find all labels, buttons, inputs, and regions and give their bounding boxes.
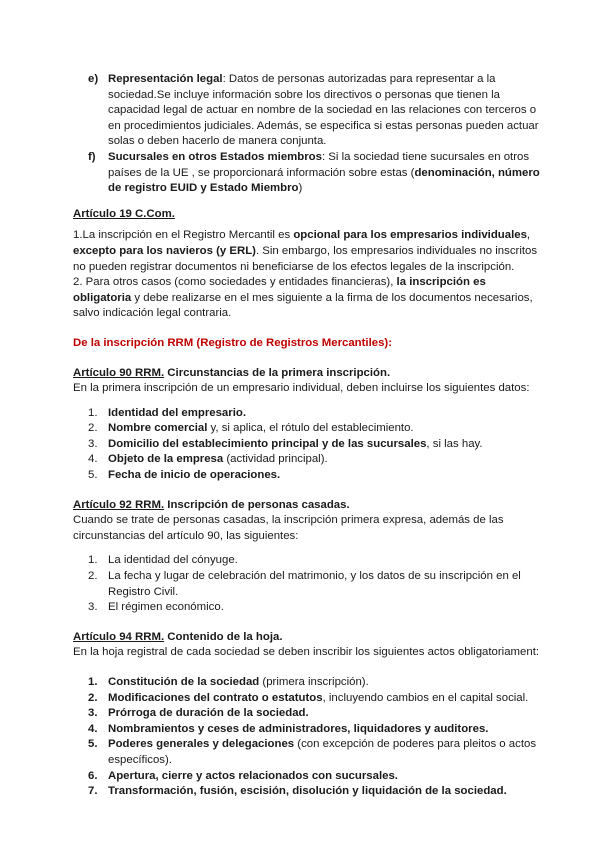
numbered-list <box>73 553 543 615</box>
list-item <box>73 737 543 768</box>
section-heading <box>73 207 543 223</box>
text-run: 1.La inscripción en el Registro Mercantil es <box>73 229 294 242</box>
section-art94 <box>73 630 543 800</box>
list-item <box>73 600 543 616</box>
text-run: la inscripción es obligatoria <box>73 276 486 304</box>
text-run: Artículo 19 C.Com. <box>73 207 175 220</box>
text-run: En la primera inscripción de un empresario individual, deben incluirse los siguientes datos: <box>73 382 530 395</box>
text-run: El régimen económico. <box>108 601 224 614</box>
text-run: y, si aplica, el rótulo del establecimiento. <box>207 422 414 435</box>
list-item <box>73 72 543 150</box>
list-marker: 3. <box>88 437 98 450</box>
list-marker: 4. <box>88 722 98 735</box>
text-run: Fecha de inicio de operaciones. <box>108 469 281 482</box>
list-item <box>73 468 543 484</box>
list-item <box>73 421 543 437</box>
list-item <box>73 553 543 569</box>
text-run: : Si la sociedad tiene sucursales en otros países de la UE , se proporcionará información sobre estas ( <box>108 150 530 179</box>
list-item <box>73 406 543 422</box>
text-run: Transformación, fusión, escisión, disolución y liquidación de la sociedad. <box>108 785 507 798</box>
list-marker: 1. <box>88 676 98 688</box>
text-run: : Datos de personas autorizadas para representar a la sociedad.Se incluye información sobre los directivos o personas que tienen la capacidad legal de actuar en nombre de la sociedad en las relaciones con terceros o en procedimientos judiciales. Además, se especifica si estas personas pueden actuar solas o deben hacerlo de manera conjunta. <box>108 73 539 148</box>
section-heading <box>73 630 543 646</box>
text-run: , si las hay. <box>426 437 483 450</box>
text-run: Poderes generales y delegaciones <box>108 738 295 751</box>
text-run: Domicilio del establecimiento principal y de las sucursales <box>108 437 427 450</box>
text-run: (con excepción de poderes para pleitos o actos específicos). <box>108 738 537 766</box>
section-heading <box>73 336 543 352</box>
list-marker: 6. <box>88 769 98 782</box>
text-run: Prórroga de duración de la sociedad. <box>108 707 309 720</box>
list-marker: 1. <box>88 554 98 567</box>
text-run: (actividad principal). <box>223 453 328 466</box>
text-run: , <box>526 229 531 242</box>
text-run: opcional para los empresarios individuales <box>293 229 527 242</box>
list-marker: 3. <box>88 601 98 614</box>
text-run: Inscripción de personas casadas. <box>164 498 350 511</box>
text-run: La fecha y lugar de celebración del matrimonio, y los datos de su inscripción en el Registro Civil. <box>108 570 521 598</box>
list-item <box>73 769 543 785</box>
text-run: (primera inscripción). <box>259 676 369 688</box>
text-run: Contenido de la hoja. <box>164 630 283 643</box>
text-run: denominación, número de registro EUID y Estado Miembro <box>108 166 540 195</box>
list-item <box>73 675 543 691</box>
text-run: y debe realizarse en el mes siguiente a la firma de los documentos necesarios, salvo indicación legal contraria. <box>73 291 533 320</box>
section-ef <box>73 72 543 197</box>
paragraph <box>73 275 543 322</box>
paragraph <box>73 645 543 661</box>
list-item <box>73 569 543 600</box>
text-run: 2. Para otros casos (como sociedades y entidades financieras), <box>73 276 397 289</box>
text-run: Nombre comercial <box>108 422 208 435</box>
section-heading <box>73 498 543 514</box>
text-run: Artículo 94 RRM. <box>73 630 165 643</box>
list-marker: 2. <box>88 691 98 704</box>
text-run: . Sin embargo, los empresarios individuales no inscritos no pueden registrar documentos ni beneficiarse de los efectos legales de la inscripción. <box>73 244 538 273</box>
text-run: Constitución de la sociedad <box>108 676 260 688</box>
list-item <box>73 706 543 722</box>
section-art90 <box>73 366 543 484</box>
text-run: Apertura, cierre y actos relacionados con sucursales. <box>108 769 398 782</box>
text-run: excepto para los navieros (y ERL) <box>73 244 256 257</box>
list-marker: f) <box>88 150 96 163</box>
list-item <box>73 452 543 468</box>
text-run: Sucursales en otros Estados miembros <box>108 150 322 163</box>
text-run: Nombramientos y ceses de administradores, liquidadores y auditores. <box>108 722 489 735</box>
list-item <box>73 784 543 800</box>
list-marker: e) <box>88 73 99 85</box>
paragraph <box>73 381 543 397</box>
list-marker: 7. <box>88 785 98 798</box>
list-item <box>73 722 543 738</box>
list-marker: 3. <box>88 707 98 720</box>
list-marker: 5. <box>88 469 98 482</box>
section-heading <box>73 366 543 382</box>
paragraph <box>73 228 543 275</box>
text-run: De la inscripción RRM (Registro de Registros Mercantiles): <box>73 336 393 349</box>
text-run: Objeto de la empresa <box>108 453 224 466</box>
list-marker: 1. <box>88 406 98 419</box>
numbered-list <box>73 406 543 484</box>
section-art92 <box>73 498 543 616</box>
text-run: Modificaciones del contrato o estatutos <box>108 691 323 704</box>
text-run: Cuando se trate de personas casadas, la inscripción primera expresa, además de las circunstancias del artículo 90, las siguientes: <box>73 514 504 542</box>
text-run: ) <box>298 182 303 195</box>
text-run: La identidad del cónyuge. <box>108 554 238 567</box>
text-run: , incluyendo cambios en el capital social. <box>322 691 529 704</box>
list-item <box>73 437 543 453</box>
text-run: Artículo 90 RRM. <box>73 366 165 379</box>
list-marker: 5. <box>88 738 98 751</box>
list-marker: 4. <box>88 453 98 466</box>
text-run: En la hoja registral de cada sociedad se deben inscribir los siguientes actos obligatoriament: <box>73 646 540 659</box>
numbered-list <box>73 675 543 800</box>
list-marker: 2. <box>88 570 98 583</box>
section-art19 <box>73 207 543 322</box>
list-marker: 2. <box>88 422 98 435</box>
text-run: Representación legal <box>108 73 223 85</box>
text-run: Circunstancias de la primera inscripción. <box>164 366 391 379</box>
list-item <box>73 150 543 197</box>
section-rrm <box>73 336 543 352</box>
text-run: Artículo 92 RRM. <box>73 498 165 511</box>
text-run: Identidad del empresario. <box>108 406 246 419</box>
paragraph <box>73 513 543 544</box>
list-item <box>73 691 543 707</box>
